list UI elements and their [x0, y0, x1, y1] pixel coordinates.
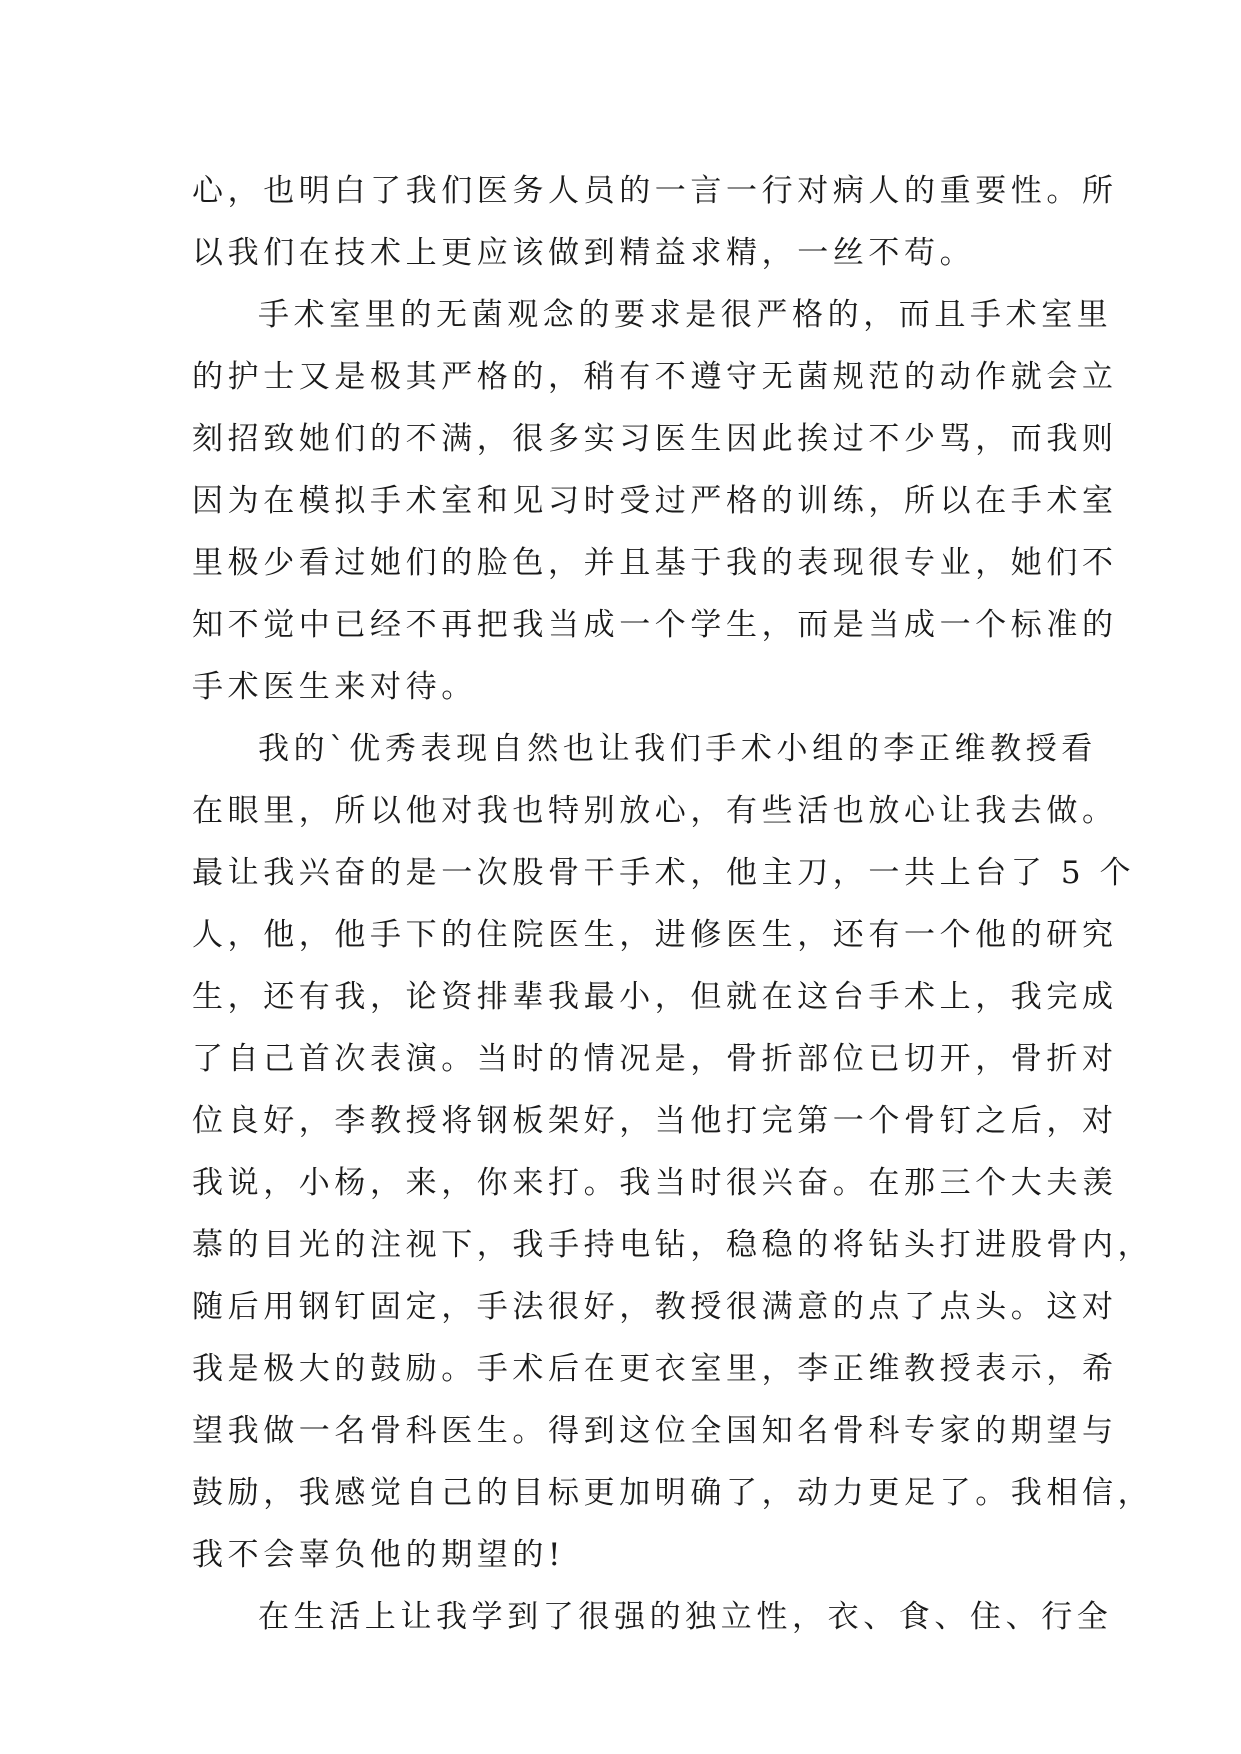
document-page [192, 160, 1154, 1648]
paragraph-start-line: 手术室里的无菌观念的要求是很严格的，而且手术室里 [258, 297, 1113, 333]
text-line: 了自己首次表演。当时的情况是，骨折部位已切开，骨折对 [192, 1041, 1118, 1077]
text-line: 手术医生来对待。 [192, 669, 477, 705]
text-line: 的护士又是极其严格的，稍有不遵守无菌规范的动作就会立 [192, 359, 1118, 395]
text-line: 知不觉中已经不再把我当成一个学生，而是当成一个标准的 [192, 607, 1118, 643]
text-line: 望我做一名骨科医生。得到这位全国知名骨科专家的期望与 [192, 1413, 1118, 1449]
text-line: 慕的目光的注视下，我手持电钻，稳稳的将钻头打进股骨内， [192, 1227, 1154, 1263]
text-line: 里极少看过她们的脸色，并且基于我的表现很专业，她们不 [192, 545, 1118, 581]
text-line: 我说，小杨，来，你来打。我当时很兴奋。在那三个大夫羡 [192, 1165, 1118, 1201]
text-line: 生，还有我，论资排辈我最小，但就在这台手术上，我完成 [192, 979, 1118, 1015]
text-line: 在眼里，所以他对我也特别放心，有些活也放心让我去做。 [192, 793, 1118, 829]
paragraph-start-line: 在生活上让我学到了很强的独立性，衣、食、住、行全 [258, 1599, 1113, 1635]
text-line: 位良好，李教授将钢板架好，当他打完第一个骨钉之后，对 [192, 1103, 1118, 1139]
text-line: 我不会辜负他的期望的! [192, 1537, 566, 1573]
text-line: 鼓励，我感觉自己的目标更加明确了，动力更足了。我相信， [192, 1475, 1154, 1511]
text-line: 刻招致她们的不满，很多实习医生因此挨过不少骂，而我则 [192, 421, 1118, 457]
text-line: 我是极大的鼓励。手术后在更衣室里，李正维教授表示，希 [192, 1351, 1118, 1387]
text-line: 心，也明白了我们医务人员的一言一行对病人的重要性。所 [192, 173, 1118, 209]
text-line: 人，他，他手下的住院医生，进修医生，还有一个他的研究 [192, 917, 1118, 953]
text-line: 最让我兴奋的是一次股骨干手术，他主刀，一共上台了 5 个 [192, 855, 1136, 891]
text-line: 以我们在技术上更应该做到精益求精，一丝不苟。 [192, 235, 976, 271]
text-line: 因为在模拟手术室和见习时受过严格的训练，所以在手术室 [192, 483, 1118, 519]
paragraph-start-line: 我的`优秀表现自然也让我们手术小组的李正维教授看 [258, 731, 1097, 767]
text-line: 随后用钢钉固定，手法很好，教授很满意的点了点头。这对 [192, 1289, 1118, 1325]
